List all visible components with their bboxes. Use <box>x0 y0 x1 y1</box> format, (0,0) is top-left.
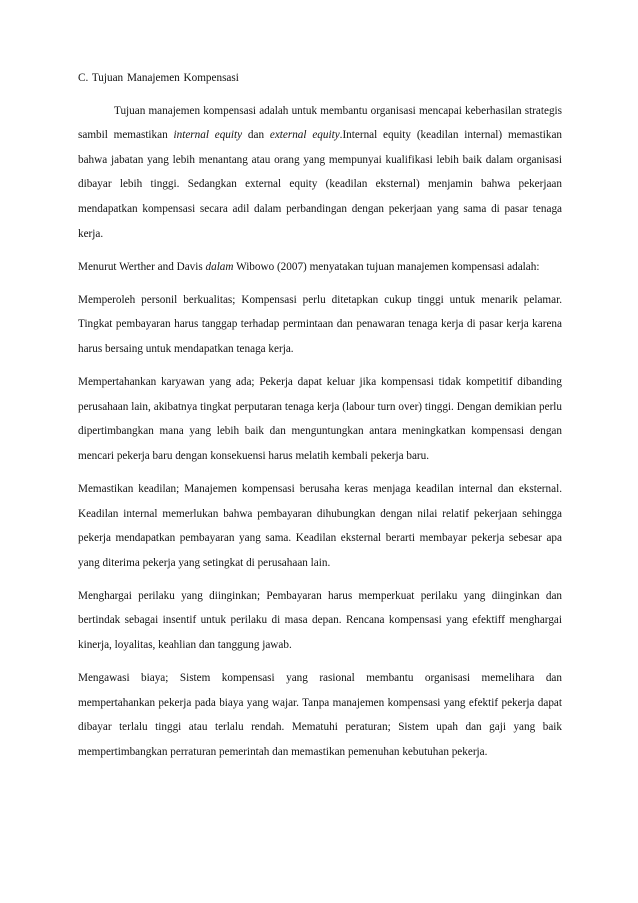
citation-paragraph <box>78 255 562 280</box>
intro-italic-internal-equity: internal equity <box>173 129 243 142</box>
intro-text-1: Tujuan manajemen kompensasi adalah untuk membantu organisasi mencapai keberhasilan strategis sambil memastikan <box>78 104 562 142</box>
paragraph-mempertahankan-karyawan: Mempertahankan karyawan yang ada; Pekerja dapat keluar jika kompensasi tidak kompetitif dibanding perusahaan lain, akibatnya tingkat perputaran tenaga kerja (labour turn over) tinggi. Dengan demikian perlu dipertimbangkan mana yang lebih baik dan menguntungkan antara meningkatkan kompensasi dengan mencari pekerja baru dengan konsekuensi harus melatih kembali pekerja baru. <box>78 376 562 462</box>
citation-text-1: Menurut Werther and Davis <box>78 260 206 273</box>
paragraph-personil-berkualitas: Memperoleh personil berkualitas; Kompensasi perlu ditetapkan cukup tinggi untuk menarik pelamar. Tingkat pembayaran harus tanggap terhadap permintaan dan penawaran tenaga kerja di pasar kerja karena harus bersaing untuk mendapatkan tenaga kerja. <box>78 293 562 355</box>
intro-text-3: .Internal equity (keadilan internal) memastikan bahwa jabatan yang lebih menantang atau orang yang mempunyai kualifikasi lebih baik dalam organisasi dibayar lebih tinggi. Sedangkan external equity (keadilan eksternal) menjamin bahwa pekerjaan mendapatkan kompensasi secara adil dalam perbandingan dengan pekerjaan yang sama di pasar tenaga kerja. <box>78 129 563 240</box>
paragraph-mengawasi-biaya: Mengawasi biaya; Sistem kompensasi yang rasional membantu organisasi memelihara dan mempertahankan pekerja pada biaya yang wajar. Tanpa manajemen kompensasi yang efektif pekerja dapat dibayar terlalu tinggi atau terlalu rendah. Mematuhi peraturan; Sistem upah dan gaji yang baik mempertimbangkan perraturan pemerintah dan memastikan pemenuhan kebutuhan pekerja. <box>78 672 562 758</box>
citation-text-2: Wibowo (2007) menyatakan tujuan manajemen kompensasi adalah: <box>233 260 540 273</box>
paragraph-memastikan-keadilan: Memastikan keadilan; Manajemen kompensasi berusaha keras menjaga keadilan internal dan eksternal. Keadilan internal memerlukan bahwa pembayaran dihubungkan dengan nilai relatif pekerjaan sehingga pekerja mendapatkan pembayaran yang sama. Keadilan eksternal berarti membayar pekerja sebesar apa yang diterima pekerja yang setingkat di perusahaan lain. <box>78 482 562 569</box>
paragraph-menghargai-perilaku: Menghargai perilaku yang diinginkan; Pembayaran harus memperkuat perilaku yang diinginkan dan bertindak sebagai insentif untuk perilaku di masa depan. Rencana kompensasi yang efektiff menghargai kinerja, loyalitas, keahlian dan tanggung jawab. <box>78 589 562 651</box>
intro-text-2: dan <box>242 129 270 142</box>
document-page <box>78 66 562 773</box>
section-heading: C. Tujuan Manajemen Kompensasi <box>78 72 239 84</box>
intro-paragraph <box>78 99 562 247</box>
citation-italic-dalam: dalam <box>205 260 234 273</box>
intro-italic-external-equity: external equity <box>269 129 340 142</box>
